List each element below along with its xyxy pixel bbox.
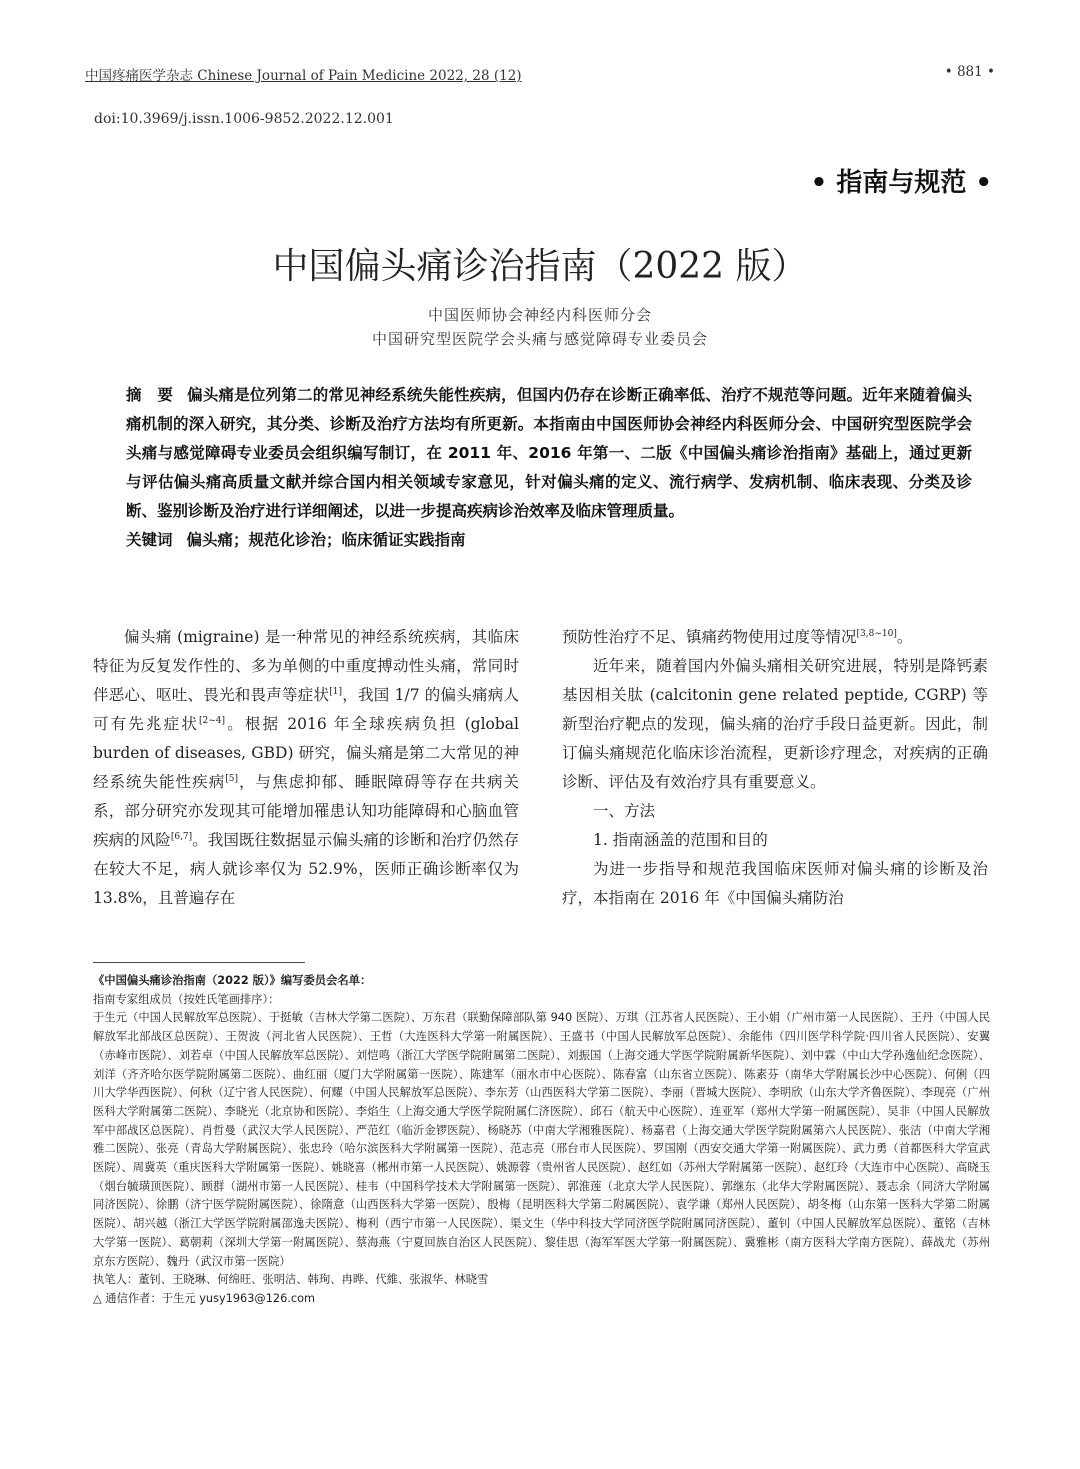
experts-label: 指南专家组成员（按姓氏笔画排序）： (93, 992, 280, 1006)
running-head (85, 64, 995, 84)
section-label: • 指南与规范 • (810, 168, 992, 198)
doi: doi:10.3969/j.issn.1006-9852.2022.12.001 (94, 111, 394, 127)
abstract (126, 381, 972, 555)
body-column-left (93, 623, 519, 913)
paper-title: 中国偏头痛诊治指南（2022 版） (272, 246, 808, 287)
citation: [6,7] (170, 832, 193, 842)
abstract-text: 偏头痛是位列第二的常见神经系统失能性疾病，但国内仍存在诊断正确率低、治疗不规范等问题。近年来随着偏头痛机制的深入研究，其分类、诊断及治疗方法均有所更新。本指南由中国医师协会神经内科医师分会、中国研究型医院学会头痛与感觉障碍专业委员会组织编写制订，在 2011 年、2016 年第一、二版《中国偏头痛诊治指南》基础上，通过更新与评估偏头痛高质量文献并综合国内相关领域专家意见，针对偏头痛的定义、流行病学、发病机制、临床表现、分类及诊断、鉴别诊断及治疗进行详细阐述，以进一步提高疾病诊治效率及临床管理质量。 (126, 386, 972, 520)
body-column-right (562, 623, 988, 913)
citation: [1] (329, 687, 342, 697)
citation: [5] (225, 774, 238, 784)
keywords-label: 关键词 (126, 531, 173, 549)
footnote (93, 972, 990, 1309)
section-heading: 一、方法 (593, 802, 656, 820)
paragraph: 偏头痛 (migraine) 是一种常见的神经系统疾病，其临床特征为反复发作性的、多为单侧的中重度搏动性头痛，常同时伴恶心、呕吐、畏光和畏声等症状[1]，我国 1/7 的偏头痛病人可有先兆症状[2~4]。根据 2016 年全球疾病负担 (global burden of diseases, GBD) 研究，偏头痛是第二大常见的神经系统失能性疾病[5]，与焦虑抑郁、睡眠障碍等存在共病关系，部分研究亦发现其可能增加罹患认知功能障碍和心脑血管疾病的风险[6,7]。我国既往数据显示偏头痛的诊断和治疗仍然存在较大不足，病人就诊率仅为 52.9%，医师正确诊断率仅为 13.8%，且普遍存在 (93, 628, 519, 907)
paragraph: 近年来，随着国内外偏头痛相关研究进展，特别是降钙素基因相关肽 (calcitonin gene related peptide, CGRP) 等新型治疗靶点的发现，偏头痛的治疗手段日益更新。因此，制订偏头痛规范化临床诊治流程，更新诊疗理念，对疾病的正确诊断、评估及有效治疗具有重要意义。 (562, 657, 988, 791)
subsection-heading: 1. 指南涵盖的范围和目的 (593, 831, 768, 849)
page-number: • 881 • (944, 64, 995, 80)
affiliation-1: 中国医师协会神经内科医师分会 (427, 306, 652, 324)
corresponding-author: △ 通信作者：于生元 yusy1963@126.com (93, 1291, 315, 1305)
citation: [2~4] (199, 716, 226, 726)
journal-title: 中国疼痛医学杂志 Chinese Journal of Pain Medicine 2022, 28 (12) (85, 68, 522, 84)
paragraph: 预防性治疗不足、镇痛药物使用过度等情况[3,8~10]。 (562, 628, 913, 646)
abstract-label: 摘 要 (126, 386, 174, 404)
footnote-rule (93, 962, 305, 963)
paragraph: 为进一步指导和规范我国临床医师对偏头痛的诊断及治疗，本指南在 2016 年《中国偏头痛防治 (562, 860, 988, 907)
experts-list: 于生元（中国人民解放军总医院）、于挺敏（吉林大学第二医院）、万东君（联勤保障部队第 940 医院）、万琪（江苏省人民医院）、王小娟（广州市第一人民医院）、王丹（中国人民解放军北部战区总医院）、王贺波（河北省人民医院）、王哲（大连医科大学第一附属医院）、王盛书（中国人民解放军总医院）、余能伟（四川医学科学院·四川省人民医院）、安翼（赤峰市医院）、刘若卓（中国人民解放军总医院）、刘恺鸣（浙江大学医学院附属第二医院）、刘振国（上海交通大学医学院附属新华医院）、刘中霖（中山大学孙逸仙纪念医院）、刘洋（齐齐哈尔医学院附属第二医院）、曲红丽（厦门大学附属第一医院）、陈建军（丽水市中心医院）、陈春富（山东省立医院）、陈素芬（南华大学附属长沙中心医院）、何俐（四川大学华西医院）、何秋（辽宁省人民医院）、何耀（中国人民解放军总医院）、李东芳（山西医科大学第二医院）、李丽（晋城大医院）、李明欣（山东大学齐鲁医院）、李现亮（广州医科大学附属第二医院）、李晓光（北京协和医院）、李焰生（上海交通大学医学院附属仁济医院）、邱石（航天中心医院）、连亚军（郑州大学第一附属医院）、吴非（中国人民解放军中部战区总医院）、肖哲曼（武汉大学人民医院）、严范红（临沂金锣医院）、杨晓苏（中南大学湘雅医院）、杨嘉君（上海交通大学医学院附属第六人民医院）、张洁（中南大学湘雅二医院）、张亮（青岛大学附属医院）、张忠玲（哈尔滨医科大学附属第一医院）、范志亮（邢台市人民医院）、罗国刚（西安交通大学第一附属医院）、武力勇（首都医科大学宣武医院）、周冀英（重庆医科大学附属第一医院）、姚晓喜（郴州市第一人民医院）、姚源蓉（贵州省人民医院）、赵红如（苏州大学附属第一医院）、赵红玲（大连市中心医院）、高晓玉（烟台毓璜顶医院）、顾群（湖州市第一人民医院）、桂韦（中国科学技术大学附属第一医院）、郭淮莲（北京大学人民医院）、郭继东（北华大学附属医院）、聂志余（同济大学附属同济医院）、徐鹏（济宁医学院附属医院）、徐隋意（山西医科大学第一医院）、殷梅（昆明医科大学第二附属医院）、袁学谦（郑州人民医院）、胡冬梅（山东第一医科大学第二附属医院）、胡兴越（浙江大学医学院附属邵逸夫医院）、梅利（西宁市第一人民医院）、渠文生（华中科技大学同济医学院附属同济医院）、董钊（中国人民解放军总医院）、董铭（吉林大学第一医院）、葛朝莉（深圳大学第一附属医院）、蔡海燕（宁夏回族自治区人民医院）、黎佳思（海军军医大学第一附属医院）、冀雅彬（南方医科大学南方医院）、薛战尤（苏州京东方医院）、魏丹（武汉市第一医院） (93, 1011, 990, 1268)
affiliation-2: 中国研究型医院学会头痛与感觉障碍专业委员会 (371, 330, 708, 348)
affiliations (0, 303, 1080, 351)
committee-title: 《中国偏头痛诊治指南（2022 版）》编写委员会名单： (93, 974, 372, 987)
writers: 执笔人：董钊、王晓琳、何绵旺、张明洁、韩珣、冉晔、代維、张淑华、林晓雪 (93, 1273, 489, 1287)
citation: [3,8~10] (856, 629, 897, 639)
keywords: 偏头痛；规范化诊治；临床循证实践指南 (186, 531, 466, 549)
